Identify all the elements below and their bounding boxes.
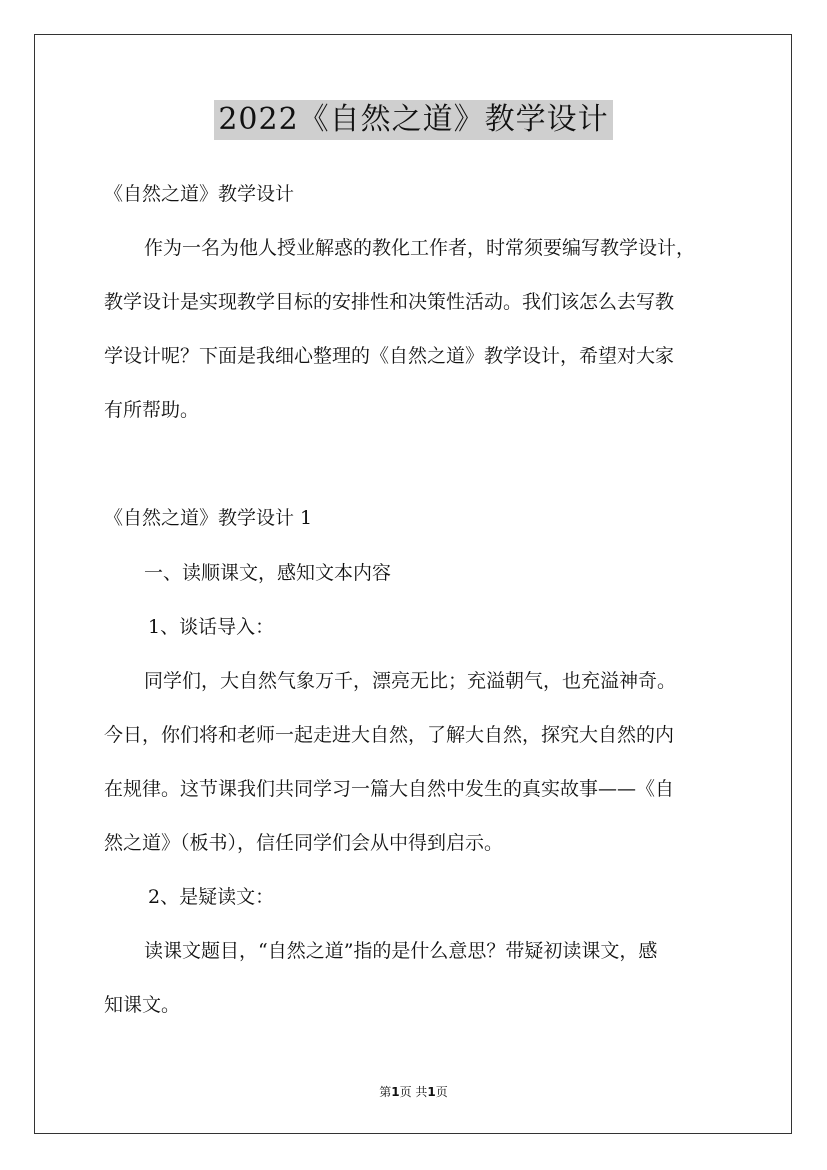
page-footer [0, 1083, 827, 1100]
step-2: 2、是疑读文： [148, 886, 275, 908]
footer-prefix: 第 [379, 1085, 392, 1099]
title-container [0, 100, 827, 140]
heading-1: 一、读顺课文，感知文本内容 [144, 562, 392, 584]
para-1-line: 在规律。这节课我们共同学习一篇大自然中发生的真实故事——《自 [104, 778, 675, 800]
document-title: 2022《自然之道》教学设计 [214, 100, 612, 140]
page-total: 1 [427, 1085, 436, 1099]
intro-line: 学设计呢？下面是我细心整理的《自然之道》教学设计，希望对大家 [104, 345, 675, 367]
para-1-line: 然之道》（板书），信任同学们会从中得到启示。 [104, 832, 504, 854]
para-2-line: 读课文题目，“自然之道”指的是什么意思？带疑初读课文，感 [144, 940, 658, 962]
step-1: 1、谈话导入： [148, 616, 275, 638]
intro-line: 有所帮助。 [104, 399, 200, 421]
subtitle: 《自然之道》教学设计 [104, 183, 295, 205]
footer-suffix: 页 [435, 1085, 448, 1099]
intro-line: 教学设计是实现教学目标的安排性和决策性活动。我们该怎么去写教 [104, 291, 675, 313]
intro-line: 作为一名为他人授业解惑的教化工作者，时常须要编写教学设计， [144, 237, 696, 259]
para-1-line: 同学们，大自然气象万千，漂亮无比；充溢朝气，也充溢神奇。 [144, 670, 677, 692]
section-title: 《自然之道》教学设计 1 [104, 507, 313, 529]
page-number: 1 [391, 1085, 400, 1099]
para-2-line: 知课文。 [104, 994, 181, 1016]
para-1-line: 今日，你们将和老师一起走进大自然，了解大自然，探究大自然的内 [104, 724, 675, 746]
footer-mid: 页 共 [399, 1085, 428, 1099]
